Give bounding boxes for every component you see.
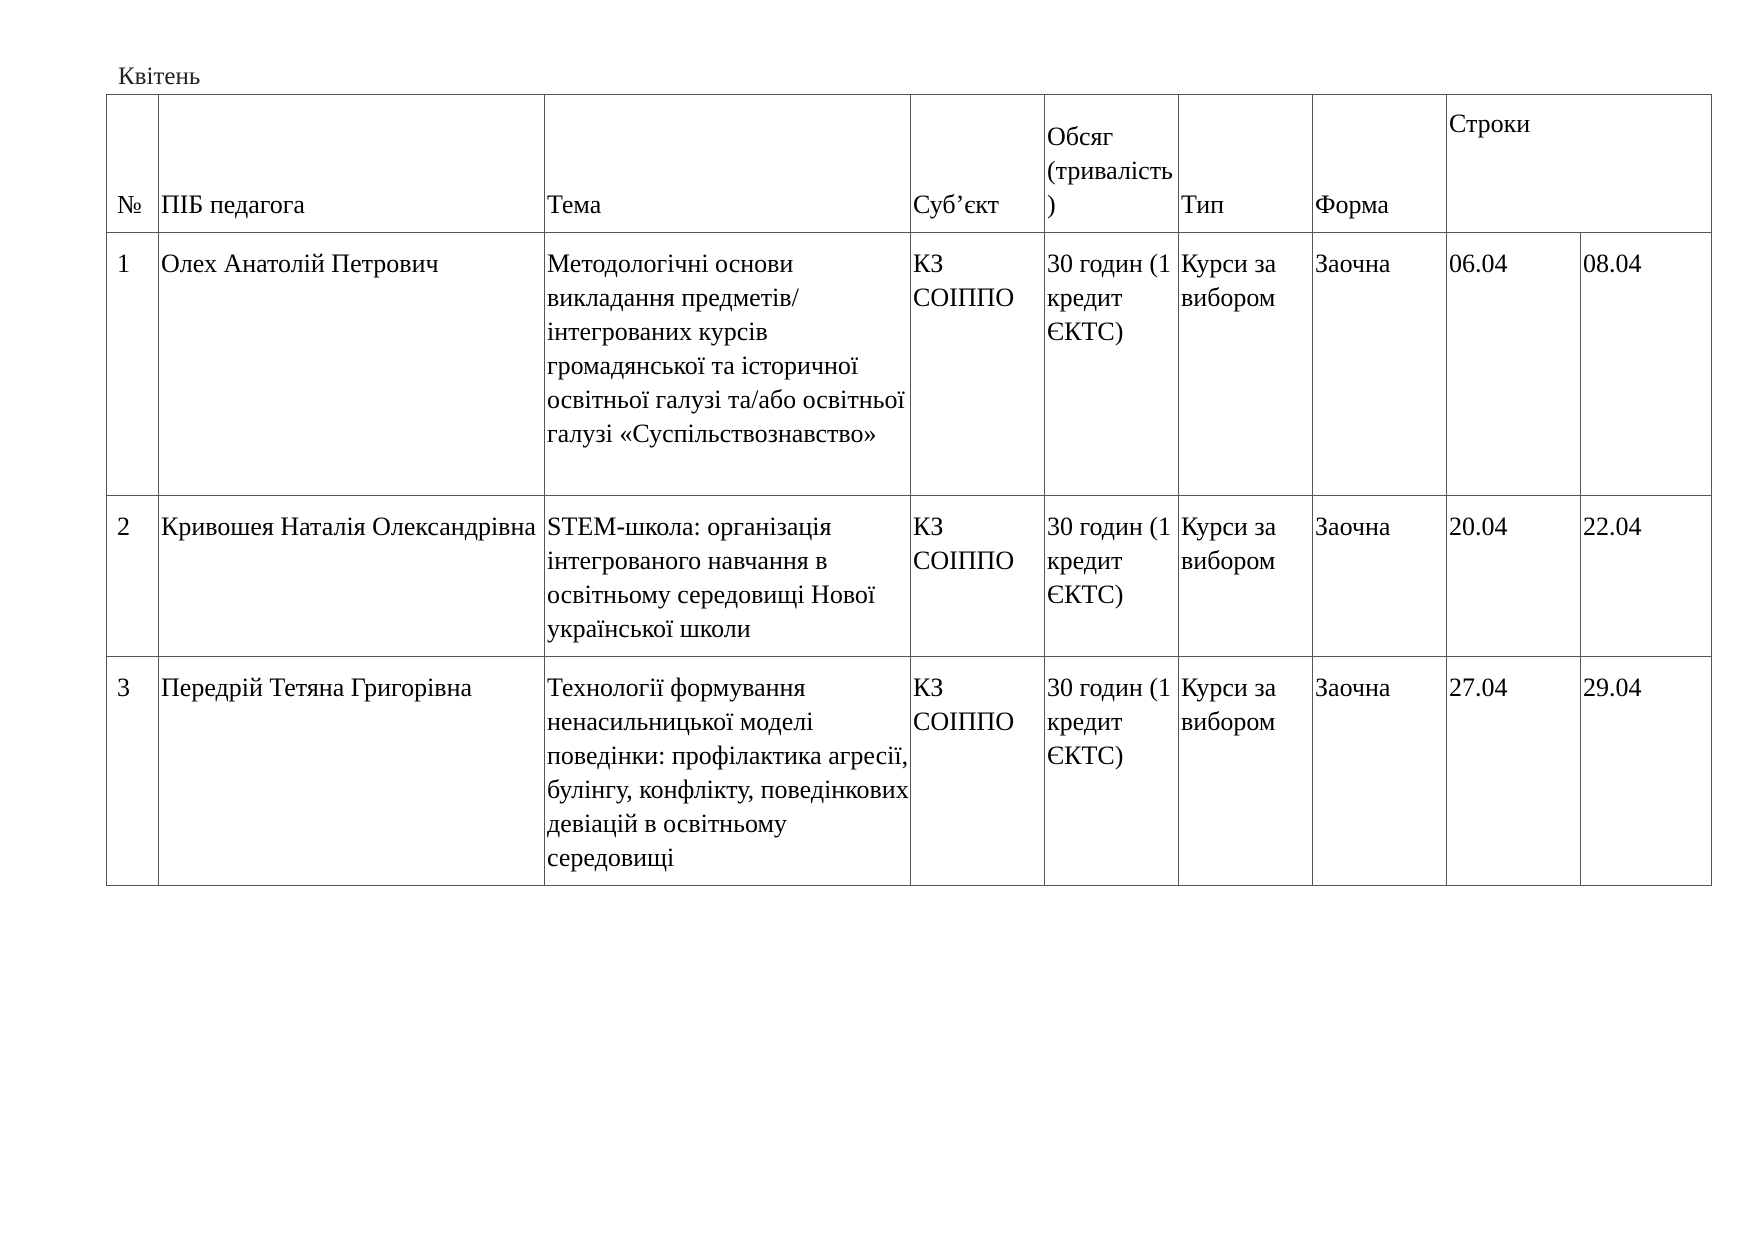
- cell-form: Заочна: [1313, 233, 1447, 496]
- table-header-row: [107, 95, 1712, 233]
- cell-subject: КЗ СОІППО: [911, 657, 1045, 886]
- cell-num: 1: [107, 233, 159, 496]
- cell-name: Передрій Тетяна Григорівна: [159, 657, 545, 886]
- courses-table: [106, 94, 1712, 886]
- cell-num: 2: [107, 496, 159, 657]
- cell-volume: 30 годин (1 кредит ЄКТС): [1045, 657, 1179, 886]
- cell-end-date: 08.04: [1581, 233, 1712, 496]
- cell-start-date: 20.04: [1447, 496, 1581, 657]
- cell-end-date: 22.04: [1581, 496, 1712, 657]
- cell-type: Курси за вибором: [1179, 233, 1313, 496]
- cell-type: Курси за вибором: [1179, 657, 1313, 886]
- cell-topic: STEM-школа: організація інтегрованого навчання в освітньому середовищі Нової української школи: [545, 496, 911, 657]
- cell-type: Курси за вибором: [1179, 496, 1313, 657]
- table-row: [107, 233, 1712, 496]
- month-title: Квітень: [118, 63, 201, 90]
- cell-form: Заочна: [1313, 657, 1447, 886]
- cell-volume: 30 годин (1 кредит ЄКТС): [1045, 233, 1179, 496]
- header-subject: Суб’єкт: [911, 95, 1045, 233]
- cell-name: Кривошея Наталія Олександрівна: [159, 496, 545, 657]
- header-type: Тип: [1179, 95, 1313, 233]
- cell-start-date: 06.04: [1447, 233, 1581, 496]
- table-row: [107, 657, 1712, 886]
- header-volume: Обсяг (тривалість): [1045, 95, 1179, 233]
- header-terms: Строки: [1447, 95, 1712, 233]
- header-topic: Тема: [545, 95, 911, 233]
- cell-topic: Технології формування ненасильницької моделі поведінки: профілактика агресії, булінгу, конфлікту, поведінкових девіацій в освітньому середовищі: [545, 657, 911, 886]
- cell-topic: Методологічні основи викладання предметів/інтегрованих курсів громадянської та історичної освітньої галузі та/або освітньої галузі «Суспільствознавство»: [545, 233, 911, 496]
- header-name: ПІБ педагога: [159, 95, 545, 233]
- cell-form: Заочна: [1313, 496, 1447, 657]
- cell-end-date: 29.04: [1581, 657, 1712, 886]
- cell-name: Олех Анатолій Петрович: [159, 233, 545, 496]
- header-num: №: [107, 95, 159, 233]
- cell-subject: КЗ СОІППО: [911, 233, 1045, 496]
- cell-subject: КЗ СОІППО: [911, 496, 1045, 657]
- cell-start-date: 27.04: [1447, 657, 1581, 886]
- cell-volume: 30 годин (1 кредит ЄКТС): [1045, 496, 1179, 657]
- table-row: [107, 496, 1712, 657]
- header-form: Форма: [1313, 95, 1447, 233]
- cell-num: 3: [107, 657, 159, 886]
